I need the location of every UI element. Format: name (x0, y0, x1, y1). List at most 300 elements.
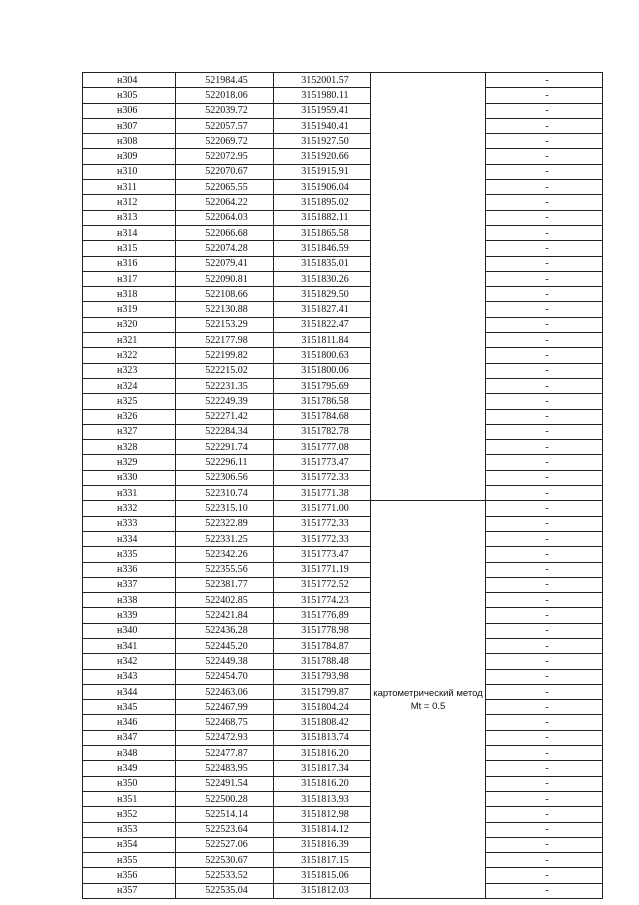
accuracy-cell: - (486, 317, 603, 332)
x-coordinate-cell: 522472.93 (176, 730, 274, 745)
table-row (83, 883, 603, 898)
y-coordinate-cell: 3152001.57 (274, 73, 371, 88)
accuracy-cell: - (486, 638, 603, 653)
point-name-cell: н350 (83, 776, 176, 791)
x-coordinate-cell: 522306.56 (176, 470, 274, 485)
y-coordinate-cell: 3151772.33 (274, 470, 371, 485)
x-coordinate-cell: 522310.74 (176, 486, 274, 501)
table-row (83, 149, 603, 164)
empty-method-cell (371, 394, 486, 409)
x-coordinate-cell: 522468.75 (176, 715, 274, 730)
table-row (83, 195, 603, 210)
point-name-cell: н354 (83, 837, 176, 852)
accuracy-cell: - (486, 791, 603, 806)
x-coordinate-cell: 522153.29 (176, 317, 274, 332)
accuracy-cell: - (486, 455, 603, 470)
y-coordinate-cell: 3151816.39 (274, 837, 371, 852)
table-row (83, 88, 603, 103)
point-name-cell: н335 (83, 547, 176, 562)
table-row (83, 118, 603, 133)
table-row (83, 424, 603, 439)
empty-method-cell (371, 88, 486, 103)
table-row (83, 776, 603, 791)
empty-method-cell (371, 256, 486, 271)
accuracy-cell: - (486, 195, 603, 210)
x-coordinate-cell: 522402.85 (176, 593, 274, 608)
empty-method-cell (371, 118, 486, 133)
table-row (83, 302, 603, 317)
accuracy-cell: - (486, 88, 603, 103)
point-name-cell: н355 (83, 853, 176, 868)
x-coordinate-cell: 522491.54 (176, 776, 274, 791)
empty-method-cell (371, 302, 486, 317)
point-name-cell: н349 (83, 761, 176, 776)
point-name-cell: н345 (83, 700, 176, 715)
coordinates-table-body (83, 73, 603, 899)
point-name-cell: н319 (83, 302, 176, 317)
table-row (83, 210, 603, 225)
table-row (83, 333, 603, 348)
empty-method-cell (371, 241, 486, 256)
point-name-cell: н326 (83, 409, 176, 424)
y-coordinate-cell: 3151808.42 (274, 715, 371, 730)
x-coordinate-cell: 522249.39 (176, 394, 274, 409)
x-coordinate-cell: 522436.28 (176, 623, 274, 638)
point-name-cell: н312 (83, 195, 176, 210)
y-coordinate-cell: 3151782.78 (274, 424, 371, 439)
coordinates-table-sheet (82, 72, 602, 899)
table-row (83, 134, 603, 149)
y-coordinate-cell: 3151920.66 (274, 149, 371, 164)
y-coordinate-cell: 3151927.50 (274, 134, 371, 149)
empty-method-cell (371, 424, 486, 439)
point-name-cell: н344 (83, 684, 176, 699)
table-row (83, 348, 603, 363)
x-coordinate-cell: 522454.70 (176, 669, 274, 684)
accuracy-cell: - (486, 700, 603, 715)
accuracy-cell: - (486, 547, 603, 562)
point-name-cell: н320 (83, 317, 176, 332)
table-row (83, 440, 603, 455)
accuracy-cell: - (486, 149, 603, 164)
x-coordinate-cell: 522271.42 (176, 409, 274, 424)
accuracy-cell: - (486, 623, 603, 638)
y-coordinate-cell: 3151773.47 (274, 455, 371, 470)
y-coordinate-cell: 3151812.98 (274, 807, 371, 822)
empty-method-cell (371, 378, 486, 393)
x-coordinate-cell: 522199.82 (176, 348, 274, 363)
y-coordinate-cell: 3151915.91 (274, 164, 371, 179)
y-coordinate-cell: 3151771.19 (274, 562, 371, 577)
y-coordinate-cell: 3151829.50 (274, 287, 371, 302)
empty-method-cell (371, 195, 486, 210)
x-coordinate-cell: 522090.81 (176, 271, 274, 286)
point-name-cell: н328 (83, 440, 176, 455)
empty-method-cell (371, 317, 486, 332)
accuracy-cell: - (486, 363, 603, 378)
x-coordinate-cell: 522130.88 (176, 302, 274, 317)
table-row (83, 669, 603, 684)
point-name-cell: н318 (83, 287, 176, 302)
table-row (83, 486, 603, 501)
x-coordinate-cell: 522039.72 (176, 103, 274, 118)
point-name-cell: н348 (83, 746, 176, 761)
table-row (83, 654, 603, 669)
point-name-cell: н327 (83, 424, 176, 439)
table-row (83, 531, 603, 546)
x-coordinate-cell: 522355.56 (176, 562, 274, 577)
table-row (83, 455, 603, 470)
empty-method-cell (371, 470, 486, 485)
x-coordinate-cell: 522535.04 (176, 883, 274, 898)
y-coordinate-cell: 3151835.01 (274, 256, 371, 271)
y-coordinate-cell: 3151940.41 (274, 118, 371, 133)
y-coordinate-cell: 3151816.20 (274, 746, 371, 761)
table-row (83, 516, 603, 531)
x-coordinate-cell: 521984.45 (176, 73, 274, 88)
x-coordinate-cell: 522533.52 (176, 868, 274, 883)
point-name-cell: н343 (83, 669, 176, 684)
point-name-cell: н305 (83, 88, 176, 103)
x-coordinate-cell: 522177.98 (176, 333, 274, 348)
point-name-cell: н314 (83, 225, 176, 240)
y-coordinate-cell: 3151774.23 (274, 593, 371, 608)
table-row (83, 791, 603, 806)
accuracy-cell: - (486, 669, 603, 684)
y-coordinate-cell: 3151799.87 (274, 684, 371, 699)
point-name-cell: н346 (83, 715, 176, 730)
x-coordinate-cell: 522467.99 (176, 700, 274, 715)
x-coordinate-cell: 522381.77 (176, 577, 274, 592)
x-coordinate-cell: 522523.64 (176, 822, 274, 837)
accuracy-cell: - (486, 225, 603, 240)
accuracy-cell: - (486, 822, 603, 837)
x-coordinate-cell: 522477.87 (176, 746, 274, 761)
accuracy-cell: - (486, 424, 603, 439)
point-name-cell: н353 (83, 822, 176, 837)
y-coordinate-cell: 3151959.41 (274, 103, 371, 118)
table-row (83, 593, 603, 608)
accuracy-cell: - (486, 164, 603, 179)
method-cell: картометрический метод Mt = 0.5 (371, 501, 486, 899)
accuracy-cell: - (486, 807, 603, 822)
empty-method-cell (371, 363, 486, 378)
table-row (83, 684, 603, 699)
table-row (83, 577, 603, 592)
accuracy-cell: - (486, 486, 603, 501)
x-coordinate-cell: 522079.41 (176, 256, 274, 271)
point-name-cell: н322 (83, 348, 176, 363)
point-name-cell: н357 (83, 883, 176, 898)
x-coordinate-cell: 522066.68 (176, 225, 274, 240)
table-row (83, 623, 603, 638)
y-coordinate-cell: 3151800.06 (274, 363, 371, 378)
table-row (83, 730, 603, 745)
empty-method-cell (371, 134, 486, 149)
table-row (83, 700, 603, 715)
x-coordinate-cell: 522057.57 (176, 118, 274, 133)
accuracy-cell: - (486, 776, 603, 791)
y-coordinate-cell: 3151784.68 (274, 409, 371, 424)
table-row (83, 638, 603, 653)
empty-method-cell (371, 440, 486, 455)
table-row (83, 256, 603, 271)
accuracy-cell: - (486, 180, 603, 195)
x-coordinate-cell: 522065.55 (176, 180, 274, 195)
empty-method-cell (371, 486, 486, 501)
table-row (83, 501, 603, 516)
y-coordinate-cell: 3151795.69 (274, 378, 371, 393)
empty-method-cell (371, 210, 486, 225)
point-name-cell: н340 (83, 623, 176, 638)
y-coordinate-cell: 3151814.12 (274, 822, 371, 837)
x-coordinate-cell: 522483.95 (176, 761, 274, 776)
point-name-cell: н352 (83, 807, 176, 822)
point-name-cell: н308 (83, 134, 176, 149)
accuracy-cell: - (486, 134, 603, 149)
point-name-cell: н317 (83, 271, 176, 286)
point-name-cell: н329 (83, 455, 176, 470)
y-coordinate-cell: 3151816.20 (274, 776, 371, 791)
accuracy-cell: - (486, 348, 603, 363)
accuracy-cell: - (486, 440, 603, 455)
empty-method-cell (371, 225, 486, 240)
accuracy-cell: - (486, 287, 603, 302)
x-coordinate-cell: 522445.20 (176, 638, 274, 653)
accuracy-cell: - (486, 837, 603, 852)
point-name-cell: н310 (83, 164, 176, 179)
y-coordinate-cell: 3151906.04 (274, 180, 371, 195)
point-name-cell: н307 (83, 118, 176, 133)
empty-method-cell (371, 73, 486, 88)
accuracy-cell: - (486, 501, 603, 516)
accuracy-cell: - (486, 118, 603, 133)
y-coordinate-cell: 3151786.58 (274, 394, 371, 409)
point-name-cell: н332 (83, 501, 176, 516)
x-coordinate-cell: 522064.22 (176, 195, 274, 210)
point-name-cell: н342 (83, 654, 176, 669)
point-name-cell: н334 (83, 531, 176, 546)
accuracy-cell: - (486, 746, 603, 761)
y-coordinate-cell: 3151882.11 (274, 210, 371, 225)
x-coordinate-cell: 522421.84 (176, 608, 274, 623)
y-coordinate-cell: 3151813.93 (274, 791, 371, 806)
point-name-cell: н304 (83, 73, 176, 88)
accuracy-cell: - (486, 210, 603, 225)
y-coordinate-cell: 3151778.98 (274, 623, 371, 638)
x-coordinate-cell: 522070.67 (176, 164, 274, 179)
y-coordinate-cell: 3151804.24 (274, 700, 371, 715)
empty-method-cell (371, 287, 486, 302)
table-row (83, 241, 603, 256)
y-coordinate-cell: 3151813.74 (274, 730, 371, 745)
y-coordinate-cell: 3151776.89 (274, 608, 371, 623)
x-coordinate-cell: 522463.06 (176, 684, 274, 699)
x-coordinate-cell: 522284.34 (176, 424, 274, 439)
y-coordinate-cell: 3151830.26 (274, 271, 371, 286)
accuracy-cell: - (486, 470, 603, 485)
table-row (83, 807, 603, 822)
table-row (83, 608, 603, 623)
x-coordinate-cell: 522331.25 (176, 531, 274, 546)
point-name-cell: н309 (83, 149, 176, 164)
table-row (83, 271, 603, 286)
table-row (83, 73, 603, 88)
x-coordinate-cell: 522074.28 (176, 241, 274, 256)
empty-method-cell (371, 348, 486, 363)
table-row (83, 837, 603, 852)
point-name-cell: н338 (83, 593, 176, 608)
table-row (83, 103, 603, 118)
y-coordinate-cell: 3151817.34 (274, 761, 371, 776)
table-row (83, 164, 603, 179)
y-coordinate-cell: 3151784.87 (274, 638, 371, 653)
table-row (83, 868, 603, 883)
y-coordinate-cell: 3151980.11 (274, 88, 371, 103)
accuracy-cell: - (486, 378, 603, 393)
point-name-cell: н356 (83, 868, 176, 883)
table-row (83, 287, 603, 302)
y-coordinate-cell: 3151815.06 (274, 868, 371, 883)
y-coordinate-cell: 3151812.03 (274, 883, 371, 898)
y-coordinate-cell: 3151811.84 (274, 333, 371, 348)
x-coordinate-cell: 522530.67 (176, 853, 274, 868)
y-coordinate-cell: 3151773.47 (274, 547, 371, 562)
y-coordinate-cell: 3151793.98 (274, 669, 371, 684)
accuracy-cell: - (486, 302, 603, 317)
table-row (83, 409, 603, 424)
x-coordinate-cell: 522500.28 (176, 791, 274, 806)
accuracy-cell: - (486, 654, 603, 669)
x-coordinate-cell: 522322.89 (176, 516, 274, 531)
accuracy-cell: - (486, 715, 603, 730)
x-coordinate-cell: 522296.11 (176, 455, 274, 470)
y-coordinate-cell: 3151800.63 (274, 348, 371, 363)
point-name-cell: н316 (83, 256, 176, 271)
y-coordinate-cell: 3151777.08 (274, 440, 371, 455)
coordinates-table (82, 72, 603, 899)
y-coordinate-cell: 3151788.48 (274, 654, 371, 669)
accuracy-cell: - (486, 241, 603, 256)
x-coordinate-cell: 522072.95 (176, 149, 274, 164)
accuracy-cell: - (486, 516, 603, 531)
table-row (83, 562, 603, 577)
x-coordinate-cell: 522342.26 (176, 547, 274, 562)
x-coordinate-cell: 522018.06 (176, 88, 274, 103)
y-coordinate-cell: 3151865.58 (274, 225, 371, 240)
point-name-cell: н315 (83, 241, 176, 256)
table-row (83, 715, 603, 730)
table-row (83, 363, 603, 378)
point-name-cell: н347 (83, 730, 176, 745)
accuracy-cell: - (486, 73, 603, 88)
x-coordinate-cell: 522231.35 (176, 378, 274, 393)
table-row (83, 746, 603, 761)
empty-method-cell (371, 149, 486, 164)
accuracy-cell: - (486, 271, 603, 286)
accuracy-cell: - (486, 103, 603, 118)
point-name-cell: н311 (83, 180, 176, 195)
table-row (83, 547, 603, 562)
table-row (83, 378, 603, 393)
x-coordinate-cell: 522315.10 (176, 501, 274, 516)
empty-method-cell (371, 103, 486, 118)
y-coordinate-cell: 3151771.00 (274, 501, 371, 516)
y-coordinate-cell: 3151822.47 (274, 317, 371, 332)
point-name-cell: н313 (83, 210, 176, 225)
accuracy-cell: - (486, 684, 603, 699)
point-name-cell: н331 (83, 486, 176, 501)
empty-method-cell (371, 333, 486, 348)
accuracy-cell: - (486, 562, 603, 577)
point-name-cell: н333 (83, 516, 176, 531)
accuracy-cell: - (486, 593, 603, 608)
y-coordinate-cell: 3151895.02 (274, 195, 371, 210)
y-coordinate-cell: 3151772.52 (274, 577, 371, 592)
accuracy-cell: - (486, 577, 603, 592)
x-coordinate-cell: 522514.14 (176, 807, 274, 822)
accuracy-cell: - (486, 256, 603, 271)
y-coordinate-cell: 3151827.41 (274, 302, 371, 317)
point-name-cell: н325 (83, 394, 176, 409)
x-coordinate-cell: 522449.38 (176, 654, 274, 669)
point-name-cell: н341 (83, 638, 176, 653)
y-coordinate-cell: 3151817.15 (274, 853, 371, 868)
y-coordinate-cell: 3151846.59 (274, 241, 371, 256)
point-name-cell: н324 (83, 378, 176, 393)
empty-method-cell (371, 164, 486, 179)
accuracy-cell: - (486, 868, 603, 883)
accuracy-cell: - (486, 883, 603, 898)
accuracy-cell: - (486, 333, 603, 348)
table-row (83, 822, 603, 837)
table-row (83, 225, 603, 240)
x-coordinate-cell: 522215.02 (176, 363, 274, 378)
accuracy-cell: - (486, 394, 603, 409)
table-row (83, 394, 603, 409)
accuracy-cell: - (486, 730, 603, 745)
x-coordinate-cell: 522069.72 (176, 134, 274, 149)
point-name-cell: н321 (83, 333, 176, 348)
empty-method-cell (371, 455, 486, 470)
table-row (83, 761, 603, 776)
x-coordinate-cell: 522527.06 (176, 837, 274, 852)
table-row (83, 853, 603, 868)
empty-method-cell (371, 271, 486, 286)
point-name-cell: н337 (83, 577, 176, 592)
table-row (83, 317, 603, 332)
empty-method-cell (371, 409, 486, 424)
x-coordinate-cell: 522108.66 (176, 287, 274, 302)
point-name-cell: н306 (83, 103, 176, 118)
accuracy-cell: - (486, 608, 603, 623)
accuracy-cell: - (486, 409, 603, 424)
point-name-cell: н323 (83, 363, 176, 378)
y-coordinate-cell: 3151772.33 (274, 531, 371, 546)
accuracy-cell: - (486, 531, 603, 546)
point-name-cell: н336 (83, 562, 176, 577)
x-coordinate-cell: 522291.74 (176, 440, 274, 455)
table-row (83, 470, 603, 485)
table-row (83, 180, 603, 195)
point-name-cell: н330 (83, 470, 176, 485)
x-coordinate-cell: 522064.03 (176, 210, 274, 225)
empty-method-cell (371, 180, 486, 195)
accuracy-cell: - (486, 853, 603, 868)
y-coordinate-cell: 3151771.38 (274, 486, 371, 501)
accuracy-cell: - (486, 761, 603, 776)
point-name-cell: н339 (83, 608, 176, 623)
